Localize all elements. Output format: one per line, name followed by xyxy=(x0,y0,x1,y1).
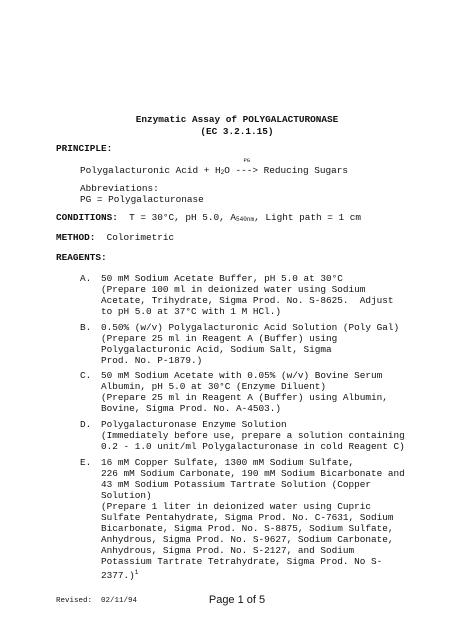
reaction-arrow xyxy=(235,157,259,177)
reagent-line: Albumin, pH 5.0 at 30°C (Enzyme Diluent) xyxy=(101,381,327,392)
reagent-line: 226 mM Sodium Carbonate, 190 mM Sodium Bicarbonate and xyxy=(101,468,405,479)
method-text: Colorimetric xyxy=(95,232,175,243)
arrow-glyph: ---> xyxy=(235,165,259,176)
reagent-last-line xyxy=(101,567,138,582)
reagent-line: Anhydrous, Sigma Prod. No. S-2127, and Sodium xyxy=(101,545,355,556)
reagent-line: Sulfate Pentahydrate, Sigma Prod. No. C-7631, Sodium xyxy=(101,512,394,523)
reagent-line: (Immediately before use, prepare a solution containing xyxy=(101,430,405,441)
reagent-letter: E. xyxy=(80,457,92,468)
reaction-oxygen: O xyxy=(224,165,236,176)
method-heading: METHOD: xyxy=(56,232,96,243)
reagent-line: 43 mM Sodium Potassium Tartrate Solution (Copper xyxy=(101,479,372,490)
reagent-line: Prod. No. P-1879.) xyxy=(101,355,203,366)
reagent-line: Bicarbonate, Sigma Prod. No. S-8875, Sodium Sulfate, xyxy=(101,523,394,534)
principle-heading: PRINCIPLE: xyxy=(56,143,113,154)
reagent-line: (Prepare 25 ml in Reagent A (Buffer) using Albumin, xyxy=(101,392,388,403)
reagent-line: 50 mM Sodium Acetate with 0.05% (w/v) Bovine Serum xyxy=(101,370,383,381)
abbreviations-heading: Abbreviations: xyxy=(80,183,159,194)
reagent-line: Polygalacturonic Acid, Sodium Salt, Sigma xyxy=(101,344,332,355)
reagent-line: 50 mM Sodium Acetate Buffer, pH 5.0 at 30°C xyxy=(101,273,343,284)
reagent-line: to pH 5.0 at 37°C with 1 M HCl.) xyxy=(101,306,282,317)
reagent-line: Solution) xyxy=(101,490,152,501)
reagent-line: Potassium Tartrate Tetrahydrate, Sigma Prod. No S- xyxy=(101,556,383,567)
title-line-1: Enzymatic Assay of POLYGALACTURONASE xyxy=(135,114,339,125)
document-title xyxy=(0,114,474,138)
reagent-letter: A. xyxy=(80,273,92,284)
conditions-text-b: , Light path = 1 cm xyxy=(254,212,361,223)
reagent-letter: B. xyxy=(80,322,92,333)
reagent-line: (Prepare 25 ml in Reagent A (Buffer) using xyxy=(101,333,338,344)
page-number: Page 1 of 5 xyxy=(208,594,266,606)
reagents-heading: REAGENTS: xyxy=(56,252,107,263)
reagent-letter: D. xyxy=(80,419,92,430)
reaction-subscript: 2 xyxy=(220,169,225,176)
reagent-line: Acetate, Trihydrate, Sigma Prod. No. S-8625. Adjust xyxy=(101,295,394,306)
reagent-line: (Prepare 100 ml in deionized water using Sodium xyxy=(101,284,366,295)
method-line xyxy=(56,232,174,244)
conditions-line xyxy=(56,212,361,226)
reagent-line: Anhydrous, Sigma Prod. No. S-9627, Sodium Carbonate, xyxy=(101,534,394,545)
reagent-line: (Prepare 1 liter in deionized water using Cupric xyxy=(101,501,372,512)
conditions-heading: CONDITIONS: xyxy=(56,212,118,223)
reagent-line: 0.2 - 1.0 unit/ml Polygalacturonase in cold Reagent C) xyxy=(101,441,405,452)
reagent-line: 16 mM Copper Sulfate, 1300 mM Sodium Sulfate, xyxy=(101,457,355,468)
reaction-right: Reducing Sugars xyxy=(258,165,349,176)
reagent-letter: C. xyxy=(80,370,92,381)
reagent-line: 2377.) xyxy=(101,570,135,581)
revised-date: Revised: 02/11/94 xyxy=(56,597,138,605)
abbreviation-pg: PG = Polygalacturonase xyxy=(80,194,204,205)
reagent-line: Polygalacturonase Enzyme Solution xyxy=(101,419,287,430)
footnote-mark: 1 xyxy=(134,569,139,576)
conditions-text-a: T = 30°C, pH 5.0, A xyxy=(117,212,237,223)
reagent-line: Bovine, Sigma Prod. No. A-4503.) xyxy=(101,403,282,414)
reaction-left: Polygalacturonic Acid + H xyxy=(80,165,221,176)
conditions-subscript: 540nm xyxy=(236,216,255,223)
principle-reaction xyxy=(80,157,349,179)
title-line-2: (EC 3.2.1.15) xyxy=(200,126,274,137)
arrow-label: PG xyxy=(243,157,251,164)
reagent-line: 0.50% (w/v) Polygalacturonic Acid Solution (Poly Gal) xyxy=(101,322,400,333)
